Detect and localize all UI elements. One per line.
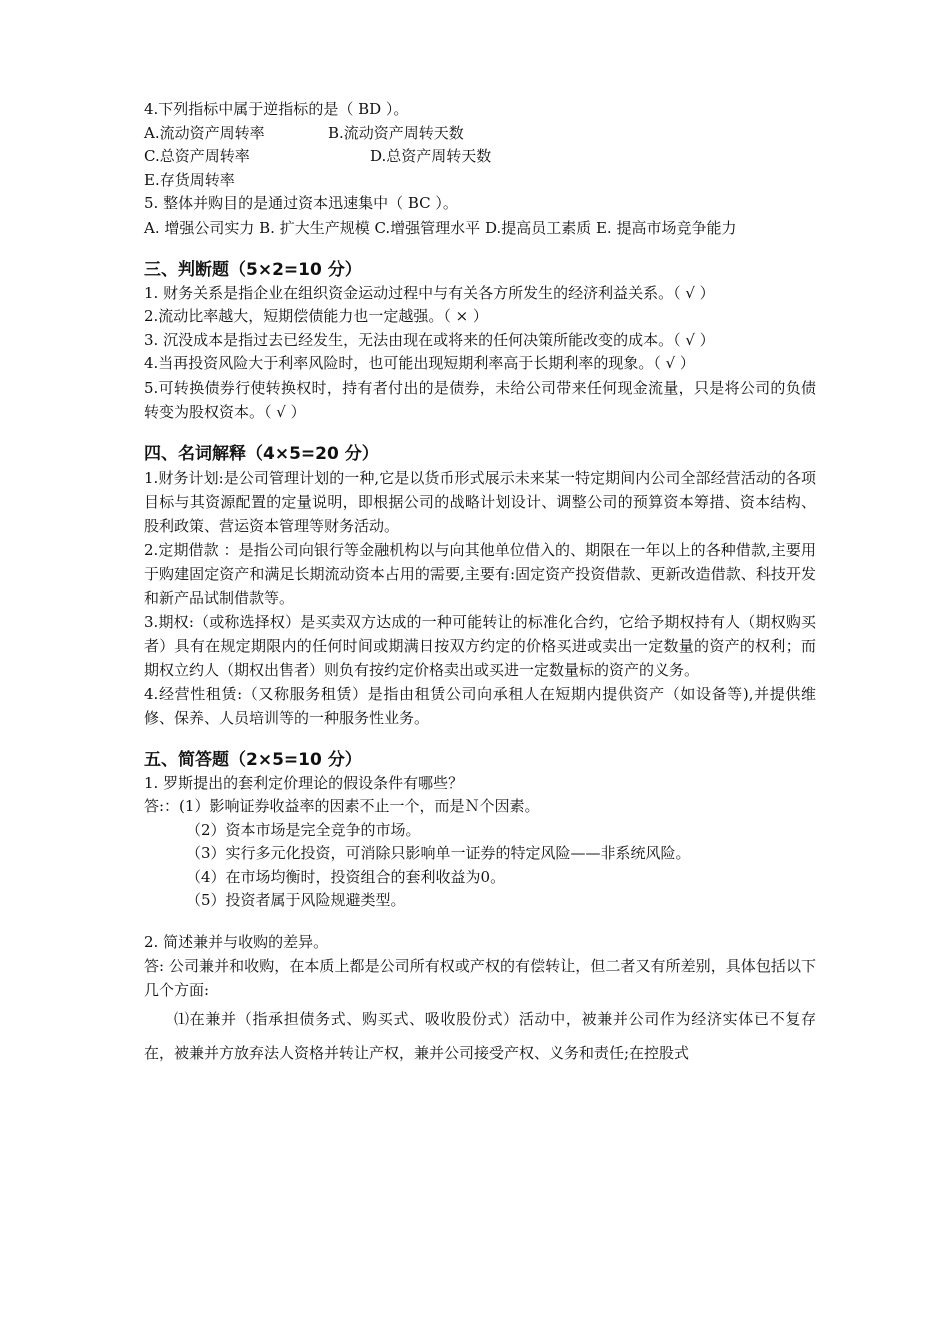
- short-q1-point-2: （2）资本市场是完全竞争的市场。: [186, 820, 421, 839]
- q4-option-a: A.流动资产周转率: [144, 123, 265, 142]
- document-page: [144, 98, 816, 1070]
- judge-item-2: 2.流动比率越大，短期偿债能力也一定越强。（ × ）: [144, 307, 488, 325]
- judge-item-5: 5.可转换债券行使转换权时，持有者付出的是债券，未给公司带来任何现金流量，只是将公司的负债转变为股权资本。（ √ ）: [144, 378, 816, 421]
- q4-option-b: B.流动资产周转天数: [328, 123, 464, 142]
- short-q2-para-1: ⑴在兼并（指承担债务式、购买式、吸收股份式）活动中，被兼并公司作为经济实体已不复存在，被兼并方放弃法人资格并转让产权，兼并公司接受产权、义务和责任;在控股式: [144, 1010, 816, 1062]
- term-item-2: 2.定期借款 ：是指公司向银行等金融机构以与向其他单位借入的、期限在一年以上的各种借款,主要用于购建固定资产和满足长期流动资本占用的需要,主要有:固定资产投资借款、更新改造借款、科技开发和新产品试制借款等。: [144, 540, 816, 607]
- section-short-title: 五、简答题（2×5=10 分）: [144, 749, 362, 770]
- short-q1-answer-intro: 答:：(1）影响证券收益率的因素不止一个，而是Ｎ个因素。: [144, 797, 540, 815]
- q4-stem: 4.下列指标中属于逆指标的是（ BD ）。: [144, 100, 409, 118]
- judge-item-4: 4.当再投资风险大于利率风险时，也可能出现短期利率高于长期利率的现象。（ √ ）: [144, 354, 695, 372]
- short-q1-point-3: （3）实行多元化投资，可消除只影响单一证券的特定风险——非系统风险。: [186, 844, 691, 862]
- short-q2-answer: 答: 公司兼并和收购，在本质上都是公司所有权或产权的有偿转让，但二者又有所差别，具体包括以下几个方面:: [144, 957, 816, 999]
- section-terms-title: 四、名词解释（4×5=20 分）: [144, 443, 379, 464]
- term-item-1: 1.财务计划:是公司管理计划的一种,它是以货币形式展示未来某一特定期间内公司全部经营活动的各项目标与其资源配置的定量说明，即根据公司的战略计划设计、调整公司的预算资本筹措、资本结构、股利政策、营运资本管理等财务活动。: [144, 468, 816, 535]
- section-judge-title: 三、判断题（5×2=10 分）: [144, 259, 362, 280]
- q5-options: A. 增强公司实力 B. 扩大生产规模 C.增强管理水平 D.提高员工素质 E. 提高市场竞争能力: [144, 218, 737, 237]
- q4-option-d: D.总资产周转天数: [370, 147, 492, 165]
- short-q1-point-4: （4）在市场均衡时，投资组合的套利收益为0。: [186, 867, 506, 886]
- short-q1-point-5: （5）投资者属于风险规避类型。: [186, 891, 406, 909]
- q4-option-c: C.总资产周转率: [144, 147, 250, 165]
- q4-option-e: E.存货周转率: [144, 170, 235, 189]
- q5-stem: 5. 整体并购目的是通过资本迅速集中（ BC ）。: [144, 194, 458, 212]
- q4-options-row-2: [144, 145, 816, 169]
- term-item-3: 3.期权:（或称选择权）是买卖双方达成的一种可能转让的标准化合约，它给予期权持有人（期权购买者）具有在规定期限内的任何时间或期满日按双方约定的价格买进或卖出一定数量的资产的权利；而期权立约人（期权出售者）则负有按约定价格卖出或买进一定数量标的资产的义务。: [144, 612, 816, 679]
- short-q2-question: 2. 简述兼并与收购的差异。: [144, 932, 329, 951]
- judge-item-3: 3. 沉没成本是指过去已经发生，无法由现在或将来的任何决策所能改变的成本。（ √ ）: [144, 330, 715, 349]
- term-item-4: 4.经营性租赁:（又称服务租赁）是指由租赁公司向承租人在短期内提供资产（如设备等),并提供维修、保养、人员培训等的一种服务性业务。: [144, 684, 816, 727]
- judge-item-1: 1. 财务关系是指企业在组织资金运动过程中与有关各方所发生的经济利益关系。（ √ ）: [144, 283, 715, 302]
- short-q1-question: 1. 罗斯提出的套利定价理论的假设条件有哪些？: [144, 773, 464, 792]
- q4-options-row-1: [144, 122, 816, 146]
